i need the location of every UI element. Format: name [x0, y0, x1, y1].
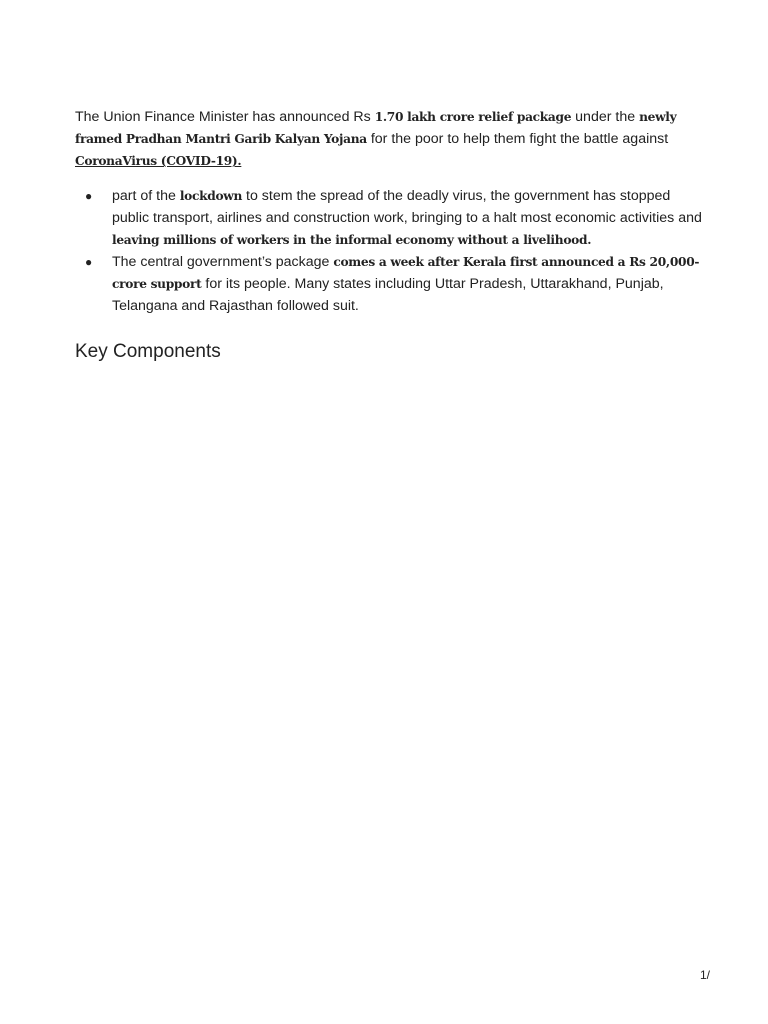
bullet-2-text-2: for its people. Many states including Uttar Pradesh, Uttarakhand, Punjab, Telangana and Rajasthan followed suit.: [112, 276, 664, 314]
intro-text-1: The Union Finance Minister has announced Rs: [75, 109, 375, 125]
bullet-2-text-1: The central government’s package: [112, 254, 334, 270]
bullet-1-bold-lockdown: lockdown: [179, 189, 243, 203]
list-item: [75, 185, 705, 251]
bullet-1-text-1: part of the: [112, 188, 180, 204]
intro-text-3: for the poor to help them fight the battle against: [366, 131, 669, 147]
bullet-2-bold-kerala: comes a week after Kerala first announced a Rs 20,000-crore support: [112, 255, 700, 291]
list-item: [75, 251, 705, 317]
intro-bold-amount: 1.70 lakh crore relief package: [374, 110, 572, 124]
intro-paragraph: [75, 106, 705, 172]
intro-text-2: under the: [571, 109, 640, 125]
bullet-dot-icon: ●: [85, 255, 93, 269]
document-content: [75, 106, 705, 365]
bullet-1-bold-workers: leaving millions of workers in the informal economy without a livelihood.: [112, 233, 592, 247]
bullet-1-text-2: to stem the spread of the deadly virus, the government has stopped public transport, airlines and construction work, bringing to a halt most economic activities and: [112, 188, 702, 226]
section-heading: Key Components: [75, 341, 221, 362]
intro-bold-covid: CoronaVirus (COVID-19).: [75, 154, 242, 168]
page-number: 1/: [700, 968, 711, 982]
intro-bold-scheme: newly framed Pradhan Mantri Garib Kalyan Yojana: [75, 110, 677, 146]
bullet-list: [75, 185, 705, 317]
bullet-dot-icon: ●: [85, 189, 93, 203]
